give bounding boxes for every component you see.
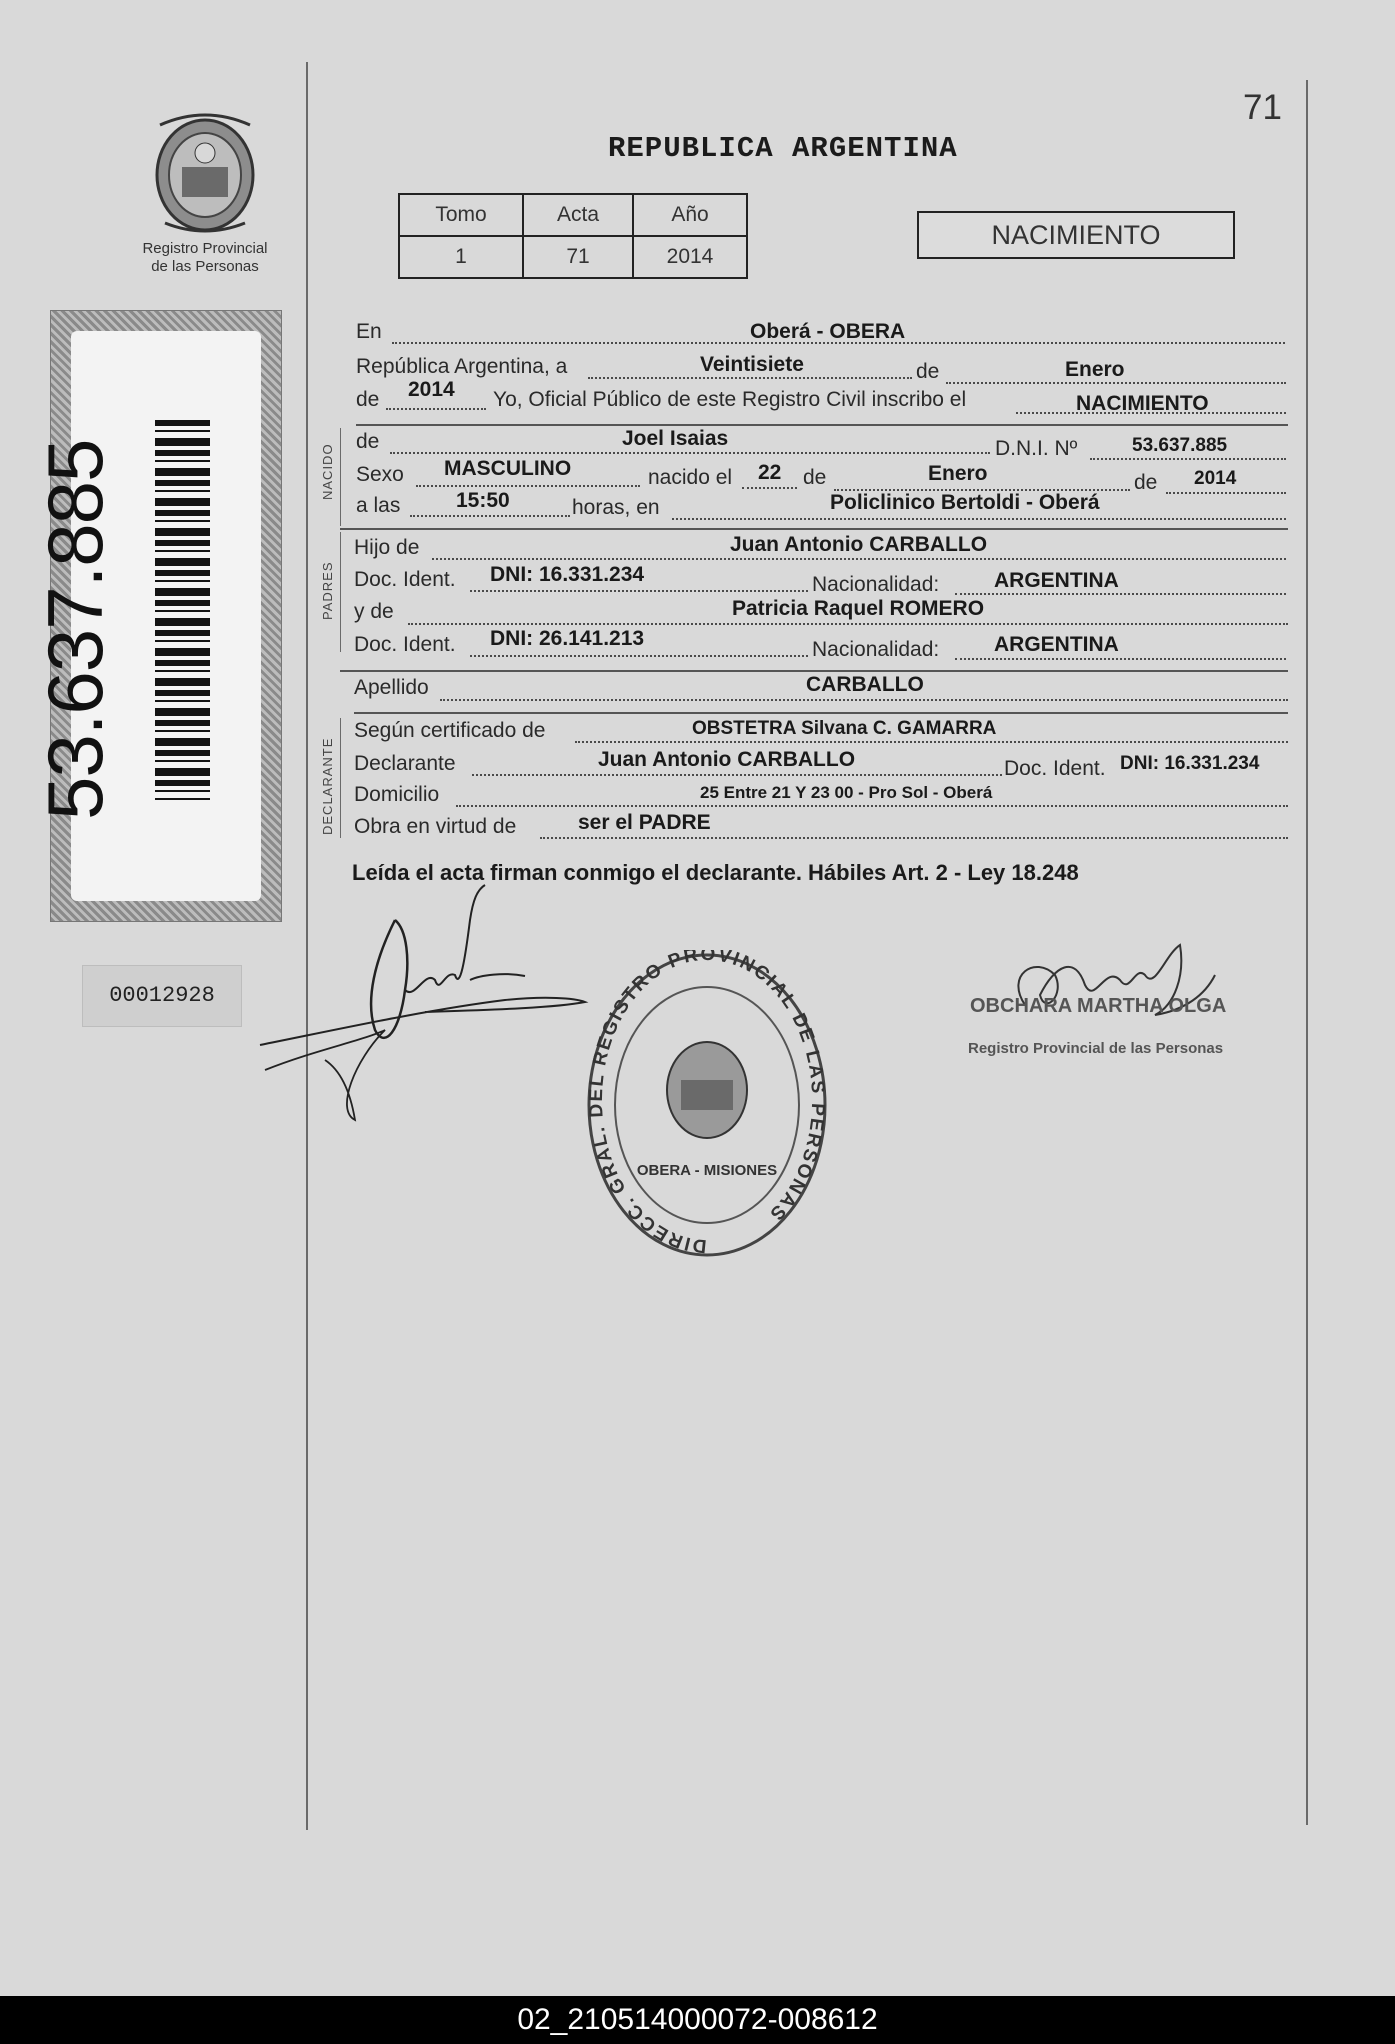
dom-dots (456, 805, 1288, 807)
month-dots (946, 382, 1286, 384)
doc1-dots (470, 590, 808, 592)
year-prefix-label: de (356, 388, 380, 411)
en-value: Oberá - OBERA (750, 320, 906, 343)
anio-value: 2014 (633, 236, 747, 278)
birth-place-value: Policlinico Bertoldi - Oberá (830, 491, 1100, 514)
cert-dots (575, 741, 1288, 743)
nac2-dots (955, 658, 1286, 660)
name-dots (390, 452, 990, 454)
mother-nationality-value: ARGENTINA (994, 633, 1119, 656)
intro-month-value: Enero (1065, 358, 1125, 381)
registry-value-row (399, 236, 747, 278)
dni-dots (1090, 458, 1286, 460)
mother-doc-value: DNI: 26.141.213 (490, 627, 645, 650)
nac1-dots (955, 593, 1286, 595)
official-seal (585, 950, 830, 1260)
footer-filename: 02_210514000072-008612 (517, 2003, 878, 2036)
nac2-label: Nacionalidad: (812, 638, 940, 661)
nacido-de-label: de (356, 430, 380, 453)
doc2-label: Doc. Ident. (354, 633, 456, 656)
place-dots (672, 518, 1286, 520)
intro-statement: Yo, Oficial Público de este Registro Civil inscribo el (493, 388, 967, 411)
obra-dots (540, 837, 1288, 839)
republica-label: República Argentina, a (356, 355, 568, 378)
decl-dots (472, 774, 1002, 776)
sexo-value: MASCULINO (444, 457, 572, 480)
serial-number: 00012928 (109, 983, 215, 1008)
tomo-value: 1 (399, 236, 523, 278)
footer-bar (0, 1996, 1395, 2044)
nacido-el-label: nacido el (648, 466, 733, 489)
official-signature (985, 935, 1225, 1035)
decl-label: Declarante (354, 752, 456, 775)
barcode-number: 53.637.885 (31, 439, 119, 820)
birth-year-value: 2014 (1194, 468, 1237, 489)
logo-caption-line1: Registro Provincial (142, 240, 268, 257)
father-name-value: Juan Antonio CARBALLO (730, 533, 988, 556)
father-doc-value: DNI: 16.331.234 (490, 563, 645, 586)
horas-label: horas, en (572, 496, 660, 519)
en-label: En (356, 320, 382, 343)
apellido-dots (440, 699, 1288, 701)
declarante-bracket (340, 718, 341, 838)
nacido-de3-label: de (1134, 471, 1158, 494)
logo-caption-line2: de las Personas (151, 258, 259, 275)
address-value: 25 Entre 21 Y 23 00 - Pro Sol - Oberá (700, 783, 993, 802)
doc-type-box: NACIMIENTO (917, 211, 1235, 259)
doc2-dots (470, 655, 808, 657)
year-dots (386, 408, 486, 410)
declarant-name-value: Juan Antonio CARBALLO (598, 748, 856, 771)
section-nacido-label: NACIDO (320, 443, 335, 500)
birth-day-value: 22 (758, 461, 782, 484)
yde-label: y de (354, 600, 394, 623)
closing-statement: Leída el acta firman conmigo el declarante. Hábiles Art. 2 - Ley 18.248 (352, 860, 1079, 885)
registry-header-row (399, 194, 747, 236)
col-acta-header: Acta (523, 194, 633, 236)
obra-value: ser el PADRE (578, 811, 711, 834)
intro-statement-value: NACIMIENTO (1076, 392, 1209, 415)
decl-doc-label: Doc. Ident. (1004, 757, 1106, 780)
document-title: REPUBLICA ARGENTINA (608, 132, 958, 165)
birth-year-dots (1166, 492, 1286, 494)
intro-separator (356, 424, 1288, 426)
official-name: OBCHARA MARTHA OLGA (970, 995, 1227, 1017)
obra-label: Obra en virtud de (354, 815, 517, 838)
declarant-doc-value: DNI: 16.331.234 (1120, 753, 1260, 774)
nac1-label: Nacionalidad: (812, 573, 940, 596)
time-dots (410, 515, 570, 517)
acta-value: 71 (523, 236, 633, 278)
nacido-bracket (340, 428, 341, 526)
col-tomo-header: Tomo (399, 194, 523, 236)
father-dots (432, 558, 1286, 560)
apellido-label: Apellido (354, 676, 429, 699)
logo-caption (120, 240, 290, 276)
apellido-separator (354, 712, 1288, 714)
sexo-label: Sexo (356, 463, 404, 486)
alas-label: a las (356, 494, 401, 517)
hijo-label: Hijo de (354, 536, 420, 559)
dni-label: D.N.I. Nº (995, 437, 1078, 460)
cert-label: Según certificado de (354, 719, 546, 742)
section-padres-label: PADRES (320, 561, 335, 620)
intro-year-value: 2014 (408, 378, 455, 401)
seal-inner-text: OBERA - MISIONES (636, 1162, 778, 1179)
birth-time-value: 15:50 (456, 489, 510, 512)
col-anio-header: Año (633, 194, 747, 236)
shield-emblem-icon (140, 105, 270, 235)
serial-box (82, 965, 242, 1027)
official-signature-icon (985, 935, 1225, 1035)
apellido-value: CARBALLO (806, 673, 924, 696)
birthday-dots (742, 487, 797, 489)
dom-label: Domicilio (354, 783, 440, 806)
doc1-label: Doc. Ident. (354, 568, 456, 591)
padres-bracket (340, 532, 341, 652)
birth-month-value: Enero (928, 462, 988, 485)
day-dots (588, 377, 912, 379)
child-dni-value: 53.637.885 (1132, 435, 1228, 456)
intro-de-label: de (916, 360, 940, 383)
registry-table (398, 193, 748, 279)
section-declarante-label: DECLARANTE (320, 737, 335, 835)
child-name-value: Joel Isaias (622, 427, 729, 450)
province-logo (140, 105, 270, 235)
father-nationality-value: ARGENTINA (994, 569, 1119, 592)
mother-name-value: Patricia Raquel ROMERO (732, 597, 985, 620)
padres-separator (340, 670, 1288, 672)
seal-ring-text: DIRECC. GRAL. DEL REGISTRO PROVINCIAL DE LAS PERSONAS (585, 950, 829, 1257)
nacido-separator (340, 528, 1288, 530)
intro-day-value: Veintisiete (700, 353, 804, 376)
right-margin-line (1306, 80, 1308, 1825)
seal-stamp-icon (585, 950, 830, 1260)
page-number: 71 (1243, 88, 1282, 127)
signature-icon (255, 880, 595, 1130)
official-role: Registro Provincial de las Personas (968, 1040, 1224, 1057)
declarant-signature (255, 880, 595, 1130)
cert-value: OBSTETRA Silvana C. GAMARRA (692, 718, 997, 739)
nacido-de2-label: de (803, 466, 827, 489)
barcode-bars (155, 420, 210, 800)
mother-dots (408, 623, 1288, 625)
sexo-dots (416, 485, 640, 487)
